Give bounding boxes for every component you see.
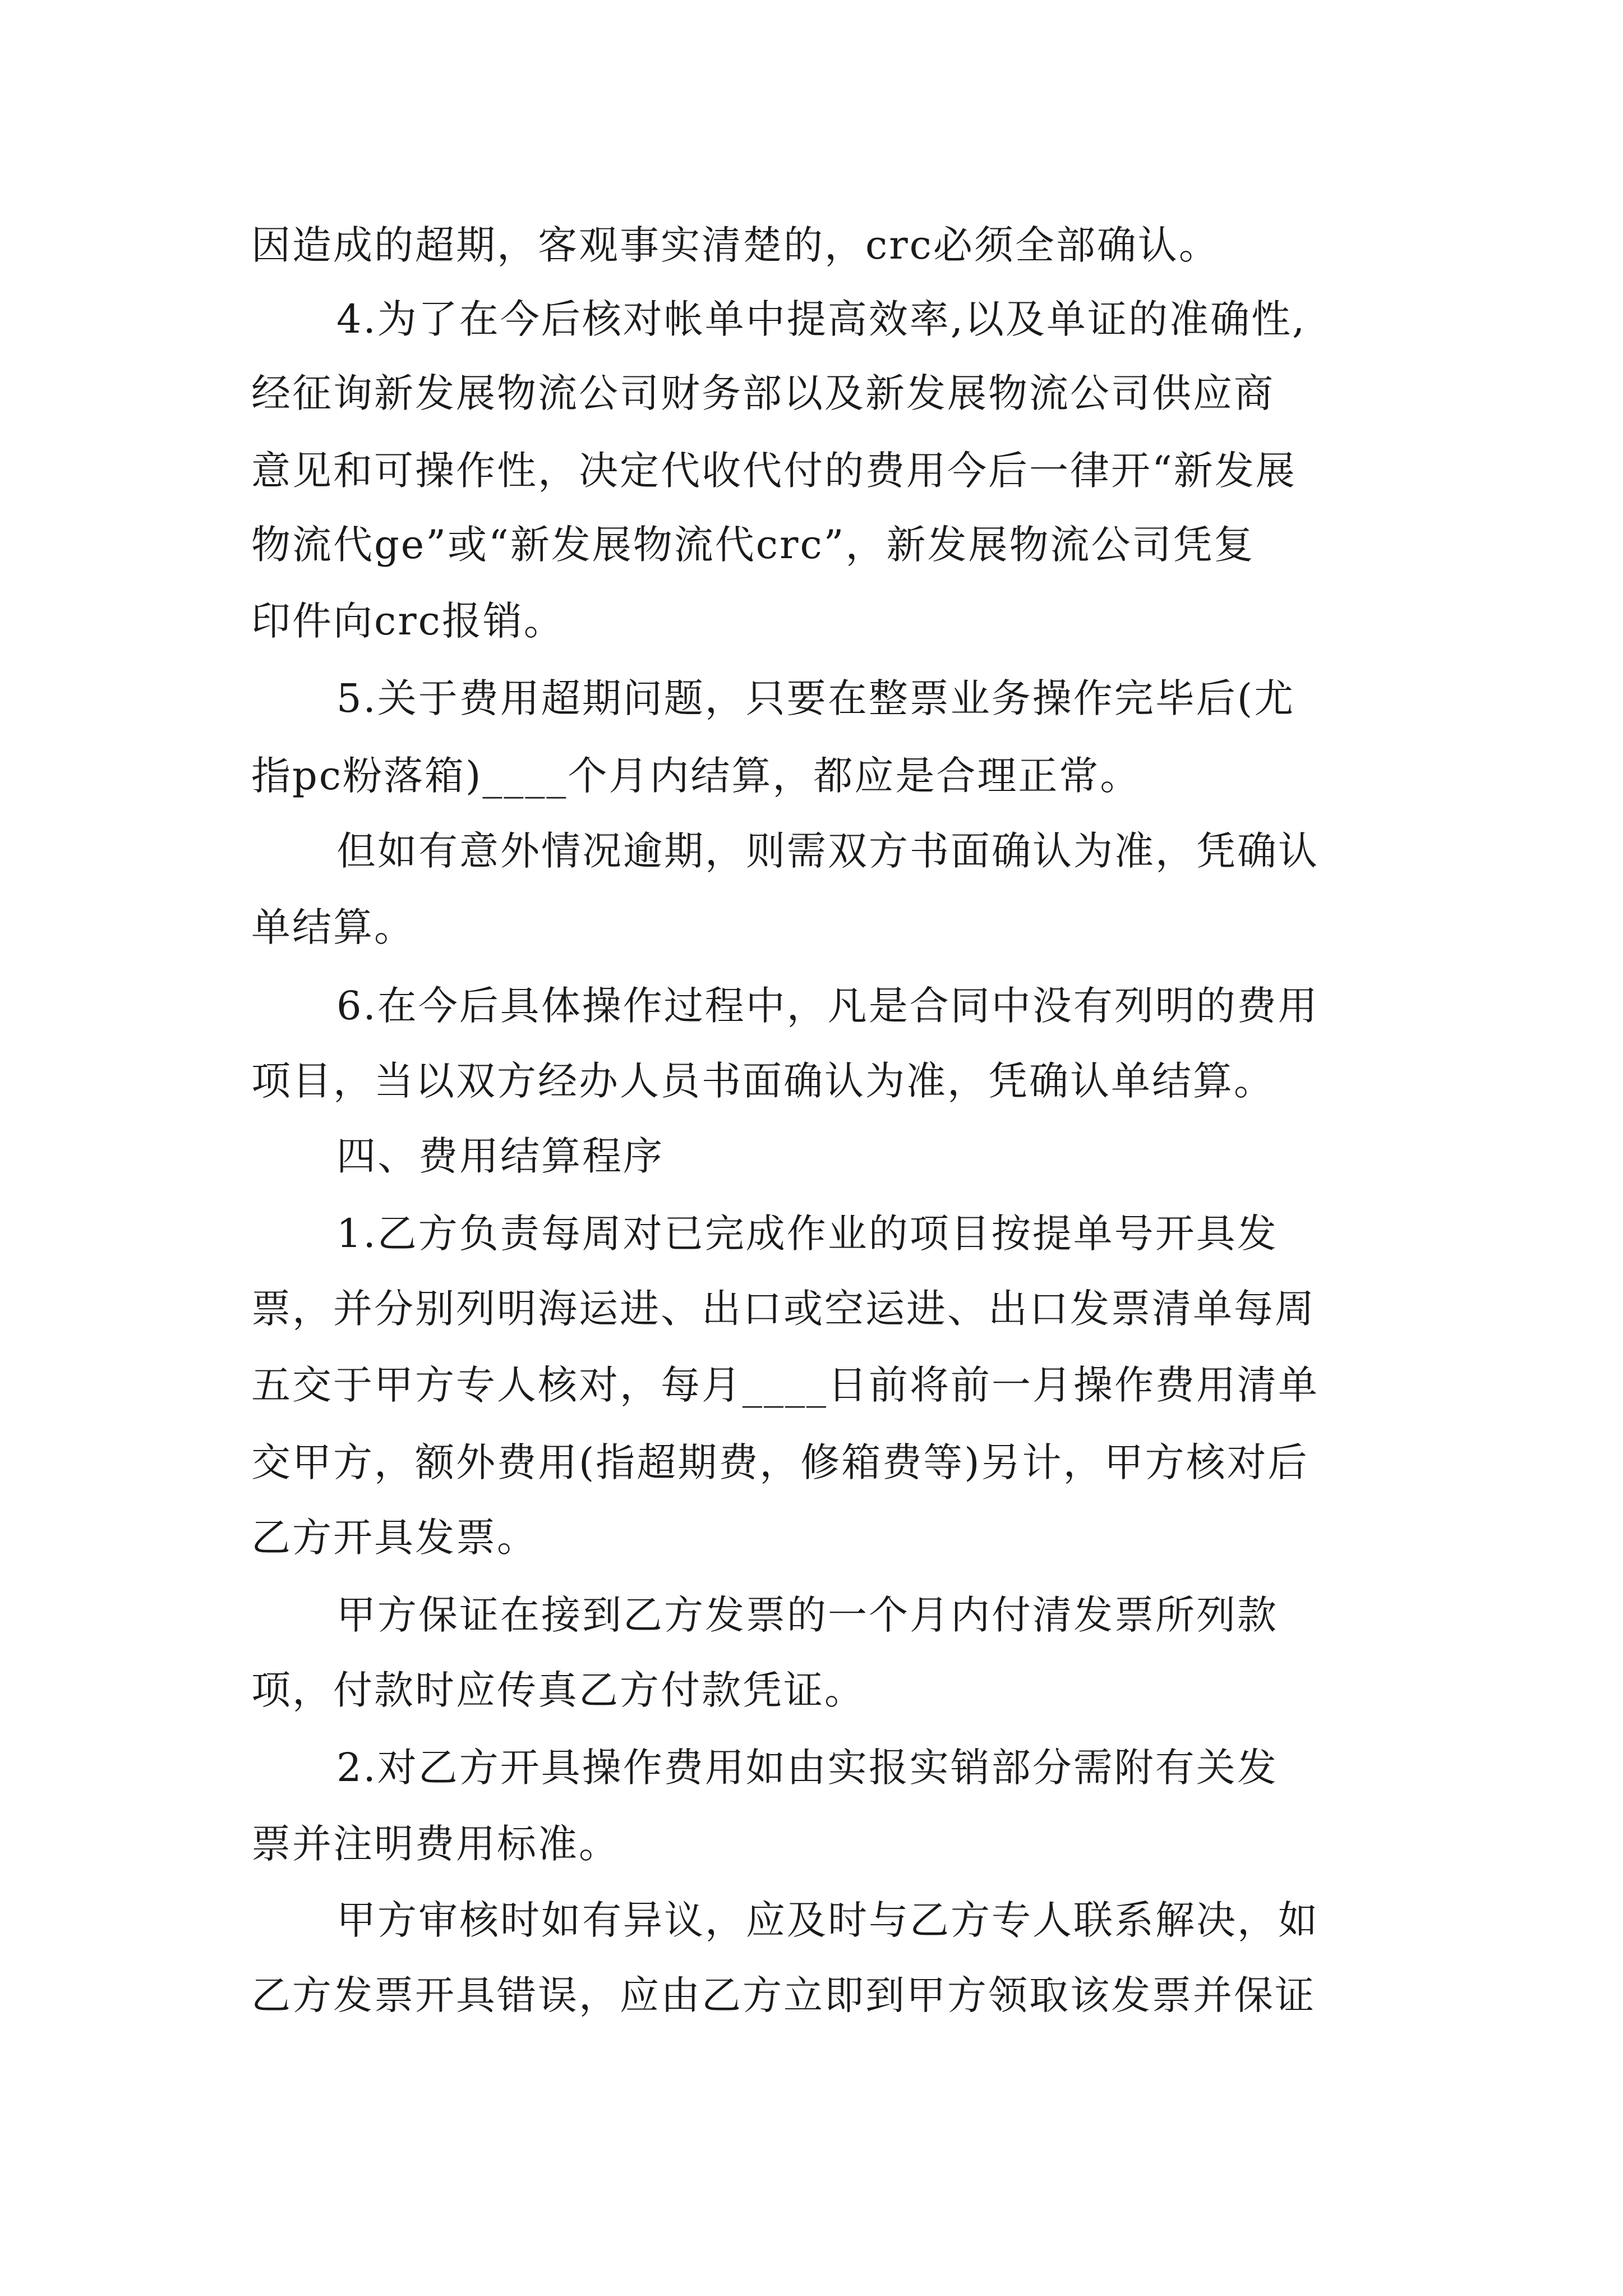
text-line: 票并注明费用标准。 — [251, 1821, 620, 1867]
text-line: 项，付款时应传真乙方付款凭证。 — [251, 1667, 865, 1713]
text-line: 交甲方，额外费用(指超期费，修箱费等)另计，甲方核对后 — [251, 1439, 1309, 1485]
text-line: 单结算。 — [251, 904, 415, 950]
text-line: 印件向crc报销。 — [251, 598, 565, 644]
text-line: 票，并分别列明海运进、出口或空运进、出口发票清单每周 — [251, 1286, 1316, 1332]
text-line: 1.乙方负责每周对已完成作业的项目按提单号开具发 — [336, 1211, 1278, 1257]
text-line: 五交于甲方专人核对，每月____日前将前一月操作费用清单 — [251, 1362, 1319, 1408]
text-line: 指pc粉落箱)____个月内结算，都应是合理正常。 — [251, 753, 1141, 799]
text-line: 经征询新发展物流公司财务部以及新发展物流公司供应商 — [251, 370, 1275, 416]
text-line: 5.关于费用超期问题，只要在整票业务操作完毕后(尤 — [336, 675, 1295, 721]
text-line: 甲方保证在接到乙方发票的一个月内付清发票所列款 — [336, 1592, 1278, 1638]
text-line: 甲方审核时如有异议，应及时与乙方专人联系解决，如 — [336, 1897, 1319, 1943]
text-line: 因造成的超期，客观事实清楚的，crc必须全部确认。 — [251, 222, 1220, 268]
text-line: 4.为了在今后核对帐单中提高效率,以及单证的准确性, — [336, 296, 1307, 342]
text-line: 2.对乙方开具操作费用如由实报实销部分需附有关发 — [336, 1745, 1278, 1791]
section-heading: 四、费用结算程序 — [336, 1133, 664, 1179]
text-line: 物流代ge”或“新发展物流代crc”，新发展物流公司凭复 — [251, 522, 1255, 568]
text-line: 项目，当以双方经办人员书面确认为准，凭确认单结算。 — [251, 1058, 1275, 1104]
text-line: 乙方开具发票。 — [251, 1515, 538, 1561]
text-line: 意见和可操作性，决定代收代付的费用今后一律开“新发展 — [251, 448, 1297, 494]
text-line: 乙方发票开具错误，应由乙方立即到甲方领取该发票并保证 — [251, 1972, 1316, 2018]
text-line: 6.在今后具体操作过程中，凡是合同中没有列明的费用 — [336, 983, 1319, 1029]
text-line: 但如有意外情况逾期，则需双方书面确认为准，凭确认 — [336, 828, 1319, 874]
